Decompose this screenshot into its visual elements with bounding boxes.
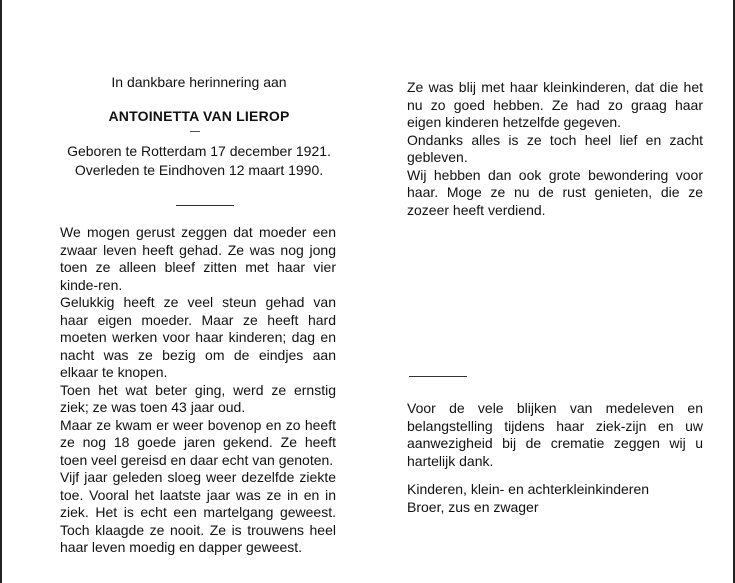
- paragraph: Ondanks alles is ze toch heel lief en zacht gebleven.: [407, 131, 703, 165]
- paragraph: Maar ze kwam er weer bovenop en zo heeft ze nog 18 goede jaren gekend. Ze heeft toen veel gereisd en daar echt van genoten.: [60, 416, 336, 468]
- divider-line: [176, 205, 234, 206]
- birth-death-dates: [60, 142, 338, 180]
- paragraph: We mogen gerust zeggen dat moeder een zwaar leven heeft gehad. Ze was nog jong toen ze alleen bleef zitten met haar vier kinde-ren.: [60, 224, 336, 293]
- paragraph: Gelukkig heeft ze veel steun gehad van haar eigen moeder. Maar ze heeft hard moeten werken voor haar kinderen; dag en nacht was ze bezig om de eindjes aan elkaar te knopen.: [60, 294, 336, 380]
- paragraph: Wij hebben dan ook grote bewondering voor haar. Moge ze nu de rust genieten, die ze zozeer heeft verdiend.: [407, 166, 703, 218]
- paragraph: Toen het wat beter ging, werd ze ernstig ziek; ze was toen 43 jaar oud.: [60, 381, 336, 415]
- divider-line: [409, 376, 467, 377]
- thanks-paragraph: Voor de vele blijken van medeleven en belangstelling tijdens haar ziek-zijn en uw aanwezigheid bij de crematie zeggen wij u hartelijk dank.: [407, 400, 703, 469]
- birth-line: Geboren te Rotterdam 17 december 1921.: [67, 143, 331, 159]
- signature: [407, 481, 703, 516]
- paragraph: Ze was blij met haar kleinkinderen, dat die het nu zo goed hebben. Ze had zo graag haar eigen kinderen hetzelfde gegeven.: [407, 79, 703, 130]
- small-dash-divider: [190, 131, 200, 132]
- signature-line: Broer, zus en zwager: [407, 498, 539, 515]
- left-body-text: [60, 224, 336, 557]
- paragraph: Vijf jaar geleden sloeg weer dezelfde ziekte toe. Vooral het laatste jaar was ze in en in ziek. Het is echt een martelgang geweest. Toch klaagde ze nooit. Ze is trouwens heel haar leven moedig en dapper geweest.: [60, 469, 336, 555]
- signature-line: Kinderen, klein- en achterkleinkinderen: [407, 481, 650, 497]
- deceased-name: ANTOINETTA VAN LIEROP: [108, 108, 290, 124]
- intro-text: In dankbare herinnering aan: [111, 74, 287, 90]
- thanks-text: [407, 400, 703, 470]
- death-line: Overleden te Eindhoven 12 maart 1990.: [74, 162, 324, 178]
- right-body-text: [407, 79, 703, 219]
